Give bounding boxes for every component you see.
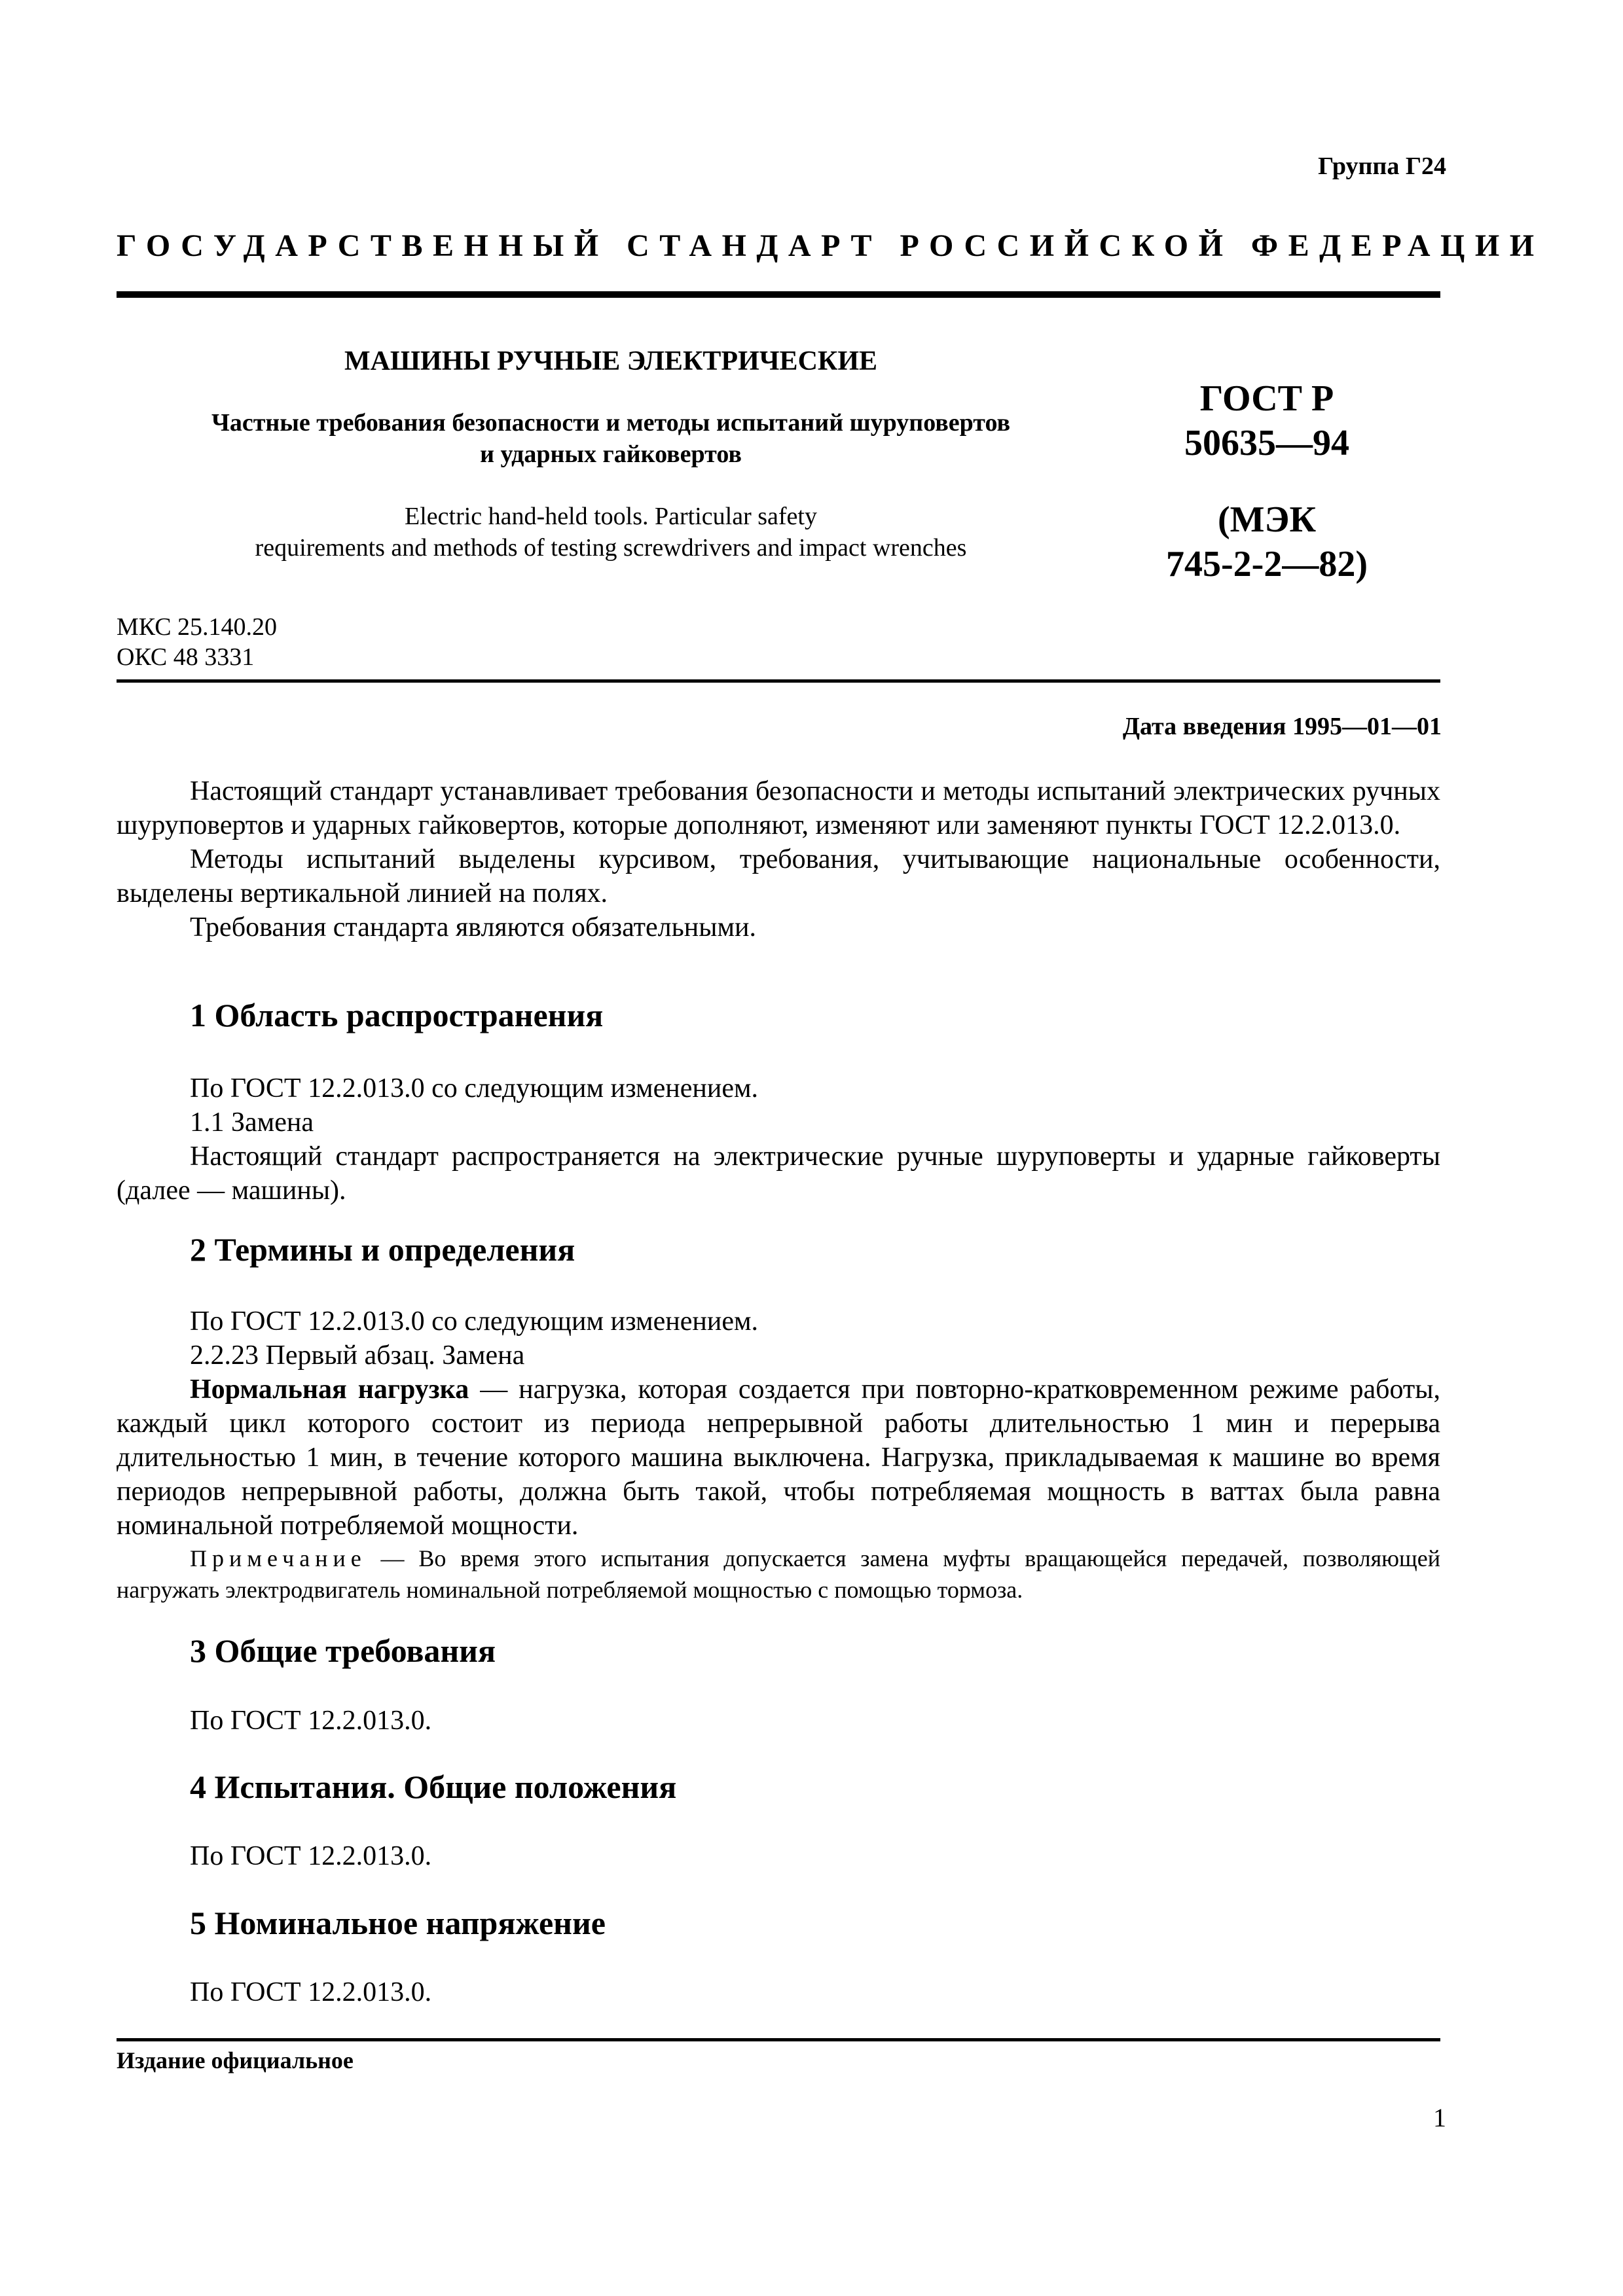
section-5-line-1: По ГОСТ 12.2.013.0. [190,1977,432,2007]
iec-designation [1103,497,1431,586]
section-5-body [117,1975,1440,2009]
title-english-line-1: Electric hand-held tools. Particular safety [405,503,817,530]
section-1-body [117,1071,1440,1208]
section-2-body [117,1304,1440,1543]
oks-code: ОКС 48 3331 [117,643,255,671]
subtitle-line-2: и ударных гайковертов [480,440,742,468]
classification-codes [117,612,277,672]
section-3-body [117,1704,1440,1738]
section-5-heading: 5 Номинальное напряжение [190,1905,606,1941]
section-2-line-1: По ГОСТ 12.2.013.0 со следующим изменением. [190,1306,759,1336]
iec-line-2: 745-2-2—82) [1166,544,1368,584]
title-russian: МАШИНЫ РУЧНЫЕ ЭЛЕКТРИЧЕСКИЕ [344,346,878,376]
section-5 [117,1906,1440,1940]
section-1 [117,998,1440,1032]
note-paragraph [117,1543,1440,1605]
iec-line-1: (МЭК [1217,499,1317,540]
section-2-note [117,1543,1440,1605]
gost-line-2: 50635—94 [1184,423,1349,463]
gost-line-1: ГОСТ Р [1199,378,1334,419]
section-1-paragraph: Настоящий стандарт распространяется на электрические ручные шуруповерты и ударные гайковерты (далее — машины). [117,1141,1440,1206]
state-standard-heading: ГОСУДАРСТВЕННЫЙ СТАНДАРТ РОССИЙСКОЙ ФЕДЕРАЦИИ [117,228,1544,263]
gost-designation [1103,376,1431,465]
section-2-line-2: 2.2.23 Первый абзац. Замена [190,1340,525,1371]
section-1-line-2: 1.1 Замена [190,1107,314,1138]
section-2-heading: 2 Термины и определения [190,1231,575,1268]
section-1-heading: 1 Область распространения [190,997,604,1033]
edition-label: Издание официальное [117,2047,354,2073]
term-name: Нормальная нагрузка [190,1374,469,1405]
section-2-definition [117,1372,1440,1543]
group-code: Группа Г24 [1318,152,1446,180]
section-4-line-1: По ГОСТ 12.2.013.0. [190,1841,432,1871]
header-rule [117,291,1440,298]
section-3-line-1: По ГОСТ 12.2.013.0. [190,1706,432,1736]
term-definition: — нагрузка, которая создается при повторно-кратковременном режиме работы, каждый цикл которого состоит из периода непрерывной работы длительностью 1 мин и перерыва длительностью 1 мин, в течение которого машина выключена. Нагрузка, прикладываемая к машине во время периодов непрерывной работы, должна быть такой, чтобы потребляемая мощность в ваттах была равна номинальной потребляемой мощности. [117,1374,1440,1541]
page-number: 1 [1433,2103,1446,2132]
mks-code: МКС 25.140.20 [117,613,278,641]
section-4-heading: 4 Испытания. Общие положения [190,1768,677,1805]
subtitle-russian [117,407,1105,470]
note-label: Примечание [190,1545,367,1571]
introduction-date: Дата введения 1995—01—01 [1122,713,1442,740]
note-text: — Во время этого испытания допускается замена муфты вращающейся передачей, позволяющей нагружать электродвигатель номинальной потребляемой мощностью с помощью тормоза. [117,1545,1440,1603]
section-2 [117,1232,1440,1266]
title-english-line-2: requirements and methods of testing screwdrivers and impact wrenches [255,534,967,562]
title-block-rule [117,679,1440,683]
title-english [117,501,1105,564]
subtitle-line-1: Частные требования безопасности и методы испытаний шуруповертов [211,409,1011,437]
footer-rule [117,2038,1440,2041]
preamble [117,774,1440,944]
section-3-heading: 3 Общие требования [190,1632,496,1669]
section-4-body [117,1839,1440,1873]
section-3 [117,1634,1440,1668]
preamble-paragraph-1: Настоящий стандарт устанавливает требования безопасности и методы испытаний электрических ручных шуруповертов и ударных гайковертов, которые дополняют, изменяют или заменяют пункты ГОСТ 12.2.013.0. [117,776,1440,840]
section-4 [117,1770,1440,1804]
preamble-paragraph-3: Требования стандарта являются обязательными. [190,912,757,942]
section-1-line-1: По ГОСТ 12.2.013.0 со следующим изменением. [190,1073,759,1103]
preamble-paragraph-2: Методы испытаний выделены курсивом, требования, учитывающие национальные особенности, выделены вертикальной линией на полях. [117,844,1440,908]
